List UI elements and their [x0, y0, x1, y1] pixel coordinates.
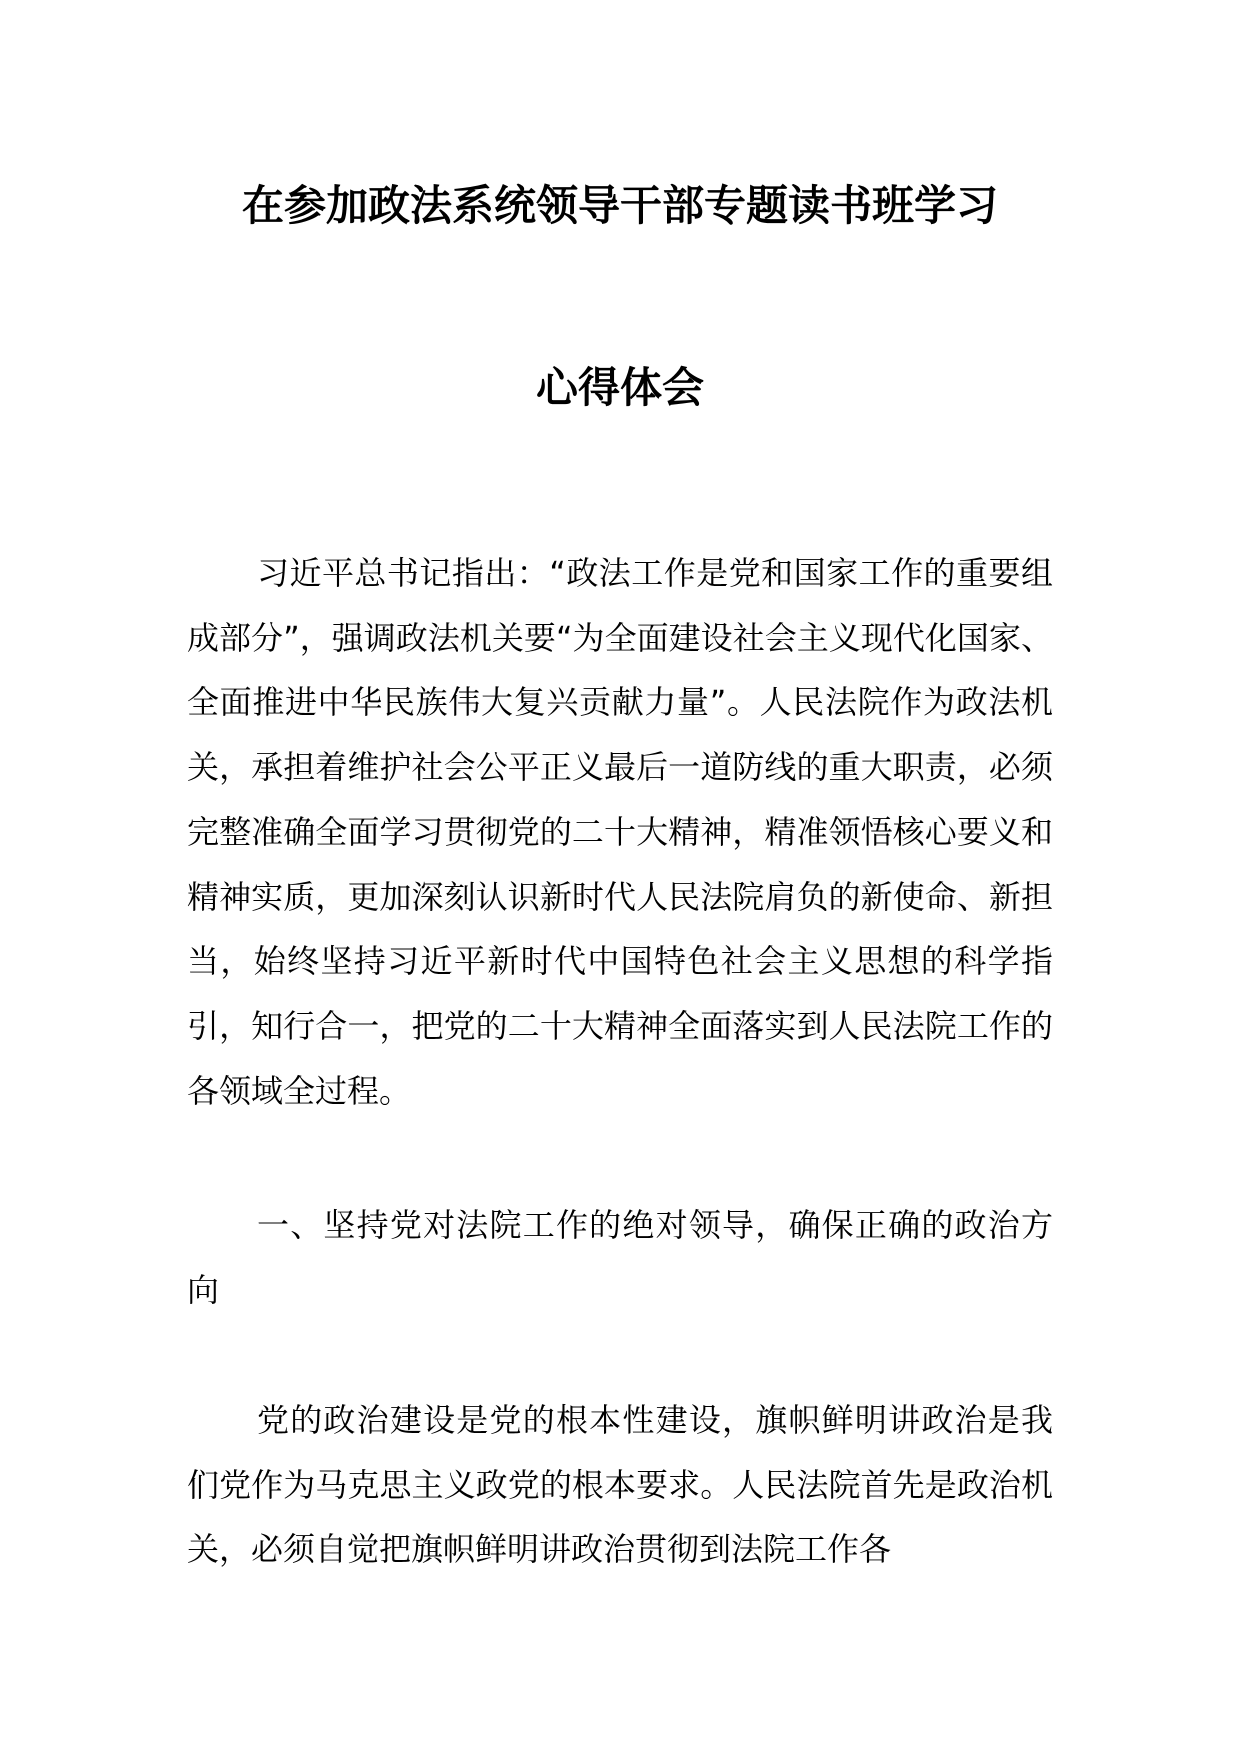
body-paragraph-section-1: 党的政治建设是党的根本性建设，旗帜鲜明讲政治是我们党作为马克思主义政党的根本要求。人民法院首先是政治机关，必须自觉把旗帜鲜明讲政治贯彻到法院工作各 [187, 1401, 1053, 1569]
section-heading-1: 一、坚持党对法院工作的绝对领导，确保正确的政治方向 [187, 1206, 1053, 1309]
document-title-line-1: 在参加政法系统领导干部专题读书班学习 [241, 181, 998, 230]
body-paragraph-intro: 习近平总书记指出：“政法工作是党和国家工作的重要组成部分”，强调政法机关要“为全面建设社会主义现代化国家、全面推进中华民族伟大复兴贡献力量”。人民法院作为政法机关，承担着维护社会公平正义最后一道防线的重大职责，必须完整准确全面学习贯彻党的二十大精神，精准领悟核心要义和精神实质，更加深刻认识新时代人民法院肩负的新使命、新担当，始终坚持习近平新时代中国特色社会主义思想的科学指引，知行合一，把党的二十大精神全面落实到人民法院工作的各领域全过程。 [187, 554, 1053, 1110]
document-title-line-2: 心得体会 [535, 363, 704, 412]
